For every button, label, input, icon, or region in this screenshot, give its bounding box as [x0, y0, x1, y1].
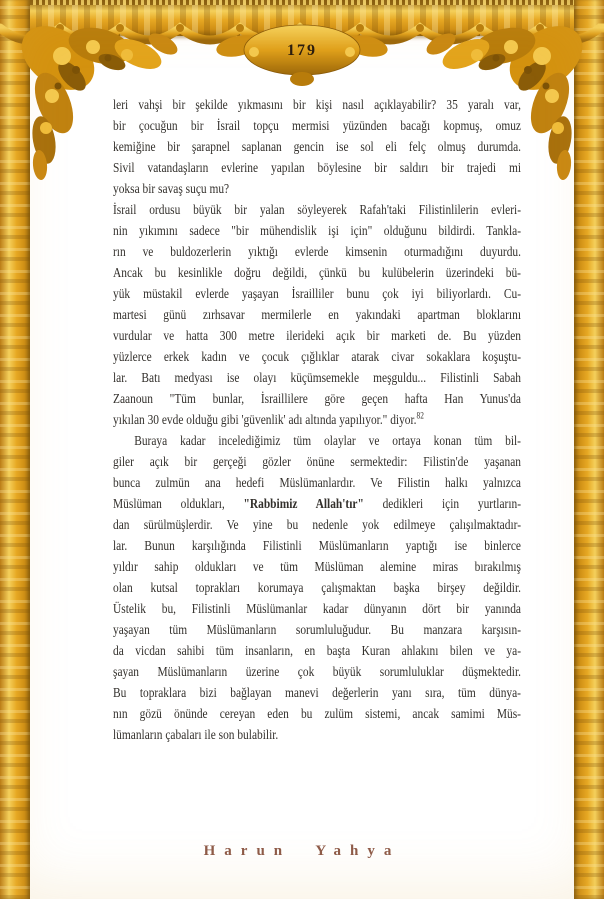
text-line: rın ve buldozerlerin yıktığı evlerde kimsenin oturmadığını duyurdu.: [113, 245, 521, 260]
text-line: Sivil vatandaşların evlerine yapılan böylesine bir saldırı bir trajedi mi: [113, 161, 521, 176]
text-line: nin yıkımını sadece "bir mühendislik işi için" olduğunu bildirdi. Tankla-: [113, 224, 521, 239]
text-line: yaşayan tüm Müslümanların sorumluluğudur. Bu manzara karşısın-: [113, 623, 521, 638]
text-line: olan kutsal toprakları korumaya çalışmaktan başka birşey değildir.: [113, 581, 521, 596]
text-line: şayan Müslümanların üzerine çok büyük sorumluluklar düşmektedir.: [113, 665, 521, 680]
text-line: Buraya kadar incelediğimiz tüm olaylar ve ortaya konan tüm bil-: [134, 434, 521, 449]
text-line: Bu topraklara bizi bağlayan manevi değerlerin yanı sıra, tüm dünya-: [113, 686, 521, 701]
paragraph: [113, 431, 521, 746]
paragraph: [113, 95, 521, 200]
footer-author: Harun Yahya: [203, 843, 401, 859]
text-line: yıkılan 30 evde olduğu gibi 'güvenlik' adı altında yapılıyor." diyor.$^{82}$: [113, 410, 424, 428]
text-line: Zaanoun "Tüm bunlar, İsraillilere göre geçen hafta Han Yunus'da: [113, 392, 521, 407]
text-line: yoksa bir savaş suçu mu?: [113, 182, 230, 197]
text-line: martesi günü zırhsavar mermilerle en yakındaki apartman bloklarını: [113, 308, 521, 323]
text-line: giler açık bir gerçeği gözler önüne sermektedir: Filistin'de yaşanan: [113, 455, 521, 470]
text-line: lümanların çabaları ile son bulabilir.: [113, 728, 279, 743]
text-line: bir çocuğun bir İsrail topçu mermisi yüzünden bacağı kopmuş, omuz: [113, 119, 521, 134]
text-block: [113, 95, 521, 746]
page-number: 179: [287, 42, 317, 59]
text-line: bunca zulmün ana hedefi Müslümanlardır. Ve Filistin halkı yalnızca: [113, 476, 521, 491]
text-line: kemiğine bir şarapnel saplanan gencin ise sol eli felç olmuş durumda.: [113, 140, 521, 155]
text-line: lar. Batı medyası ise olayı küçümsemekle meşguldu... Filistinli Sabah: [113, 371, 521, 386]
text-line: lar. Bunun karşılığında Filistinli Müslümanların yaptığı ise binlerce: [113, 539, 521, 554]
text-line: yük müstakil evlerde yaşayan İsrailliler bunu çok iyi biliyorlardı. Cu-: [113, 287, 521, 302]
text-line: İsrail ordusu büyük bir yalan söyleyerek Rafah'taki Filistinlilerin evleri-: [113, 203, 521, 218]
text-line: da vicdan sahibi tüm insanların, en başta Kuran ahlakını bilen ve ya-: [113, 644, 521, 659]
text-line: nın gözü önünde cereyan eden bu zulüm sistemi, ancak samimi Müs-: [113, 707, 521, 722]
text-line: yıldır sahip oldukları ve tüm Müslüman alemine miras bırakılmış: [113, 560, 521, 575]
text-line: vurdular ve hatta 300 metre ilerideki açık bir marketi de. Bu yüzden: [113, 329, 521, 344]
text-line: Müslüman oldukları, "Rabbimiz Allah'tır" dedikleri için yurtların-: [113, 497, 522, 512]
text-line: Üstelik bu, Filistinli Müslümanlar kadar dünyanın dört bir yanında: [113, 602, 521, 617]
paragraph: [113, 200, 521, 431]
text-line: Ancak bu kesinlikle doğru değildi, çünkü bu kulübelerin üzerindeki bü-: [113, 266, 521, 281]
text-line: dan sürülmüşlerdir. Ve yine bu nedenle yok edilmeye çalışılmaktadır-: [113, 518, 521, 533]
text-line: yüzlerce erkek kadın ve çocuk çığlıklar atarak civar sokaklara koşuştu-: [113, 350, 521, 365]
text-line: leri vahşi bir şekilde yıkmasını bir kişi nasıl açıklayabilir? 35 yaralı var,: [113, 98, 521, 113]
